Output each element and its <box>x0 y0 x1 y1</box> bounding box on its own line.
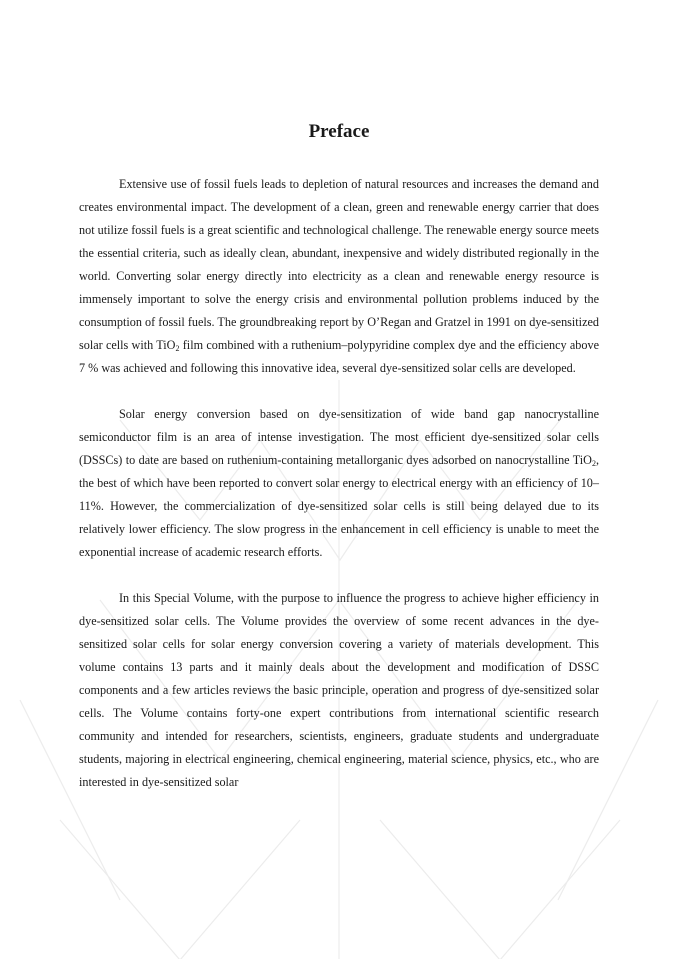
paragraph-2-text-a: Solar energy conversion based on dye-sensitization of wide band gap nanocrystalline semiconductor film is an area of intense investigation. The most efficient dye-sensitized solar cells (DSSCs) to date are based on ruthenium-containing metallorganic dyes adsorbed on nanocrystalline TiO <box>79 407 599 467</box>
paragraph-1-text-a: Extensive use of fossil fuels leads to depletion of natural resources and increases the demand and creates environmental impact. The development of a clean, green and renewable energy carrier that does not utilize fossil fuels is a great scientific and technological challenge. The renewable energy source meets the essential criteria, such as ideally clean, abundant, inexpensive and widely distributed regionally in the world. Converting solar energy directly into electricity as a clean and renewable energy resource is immensely important to solve the energy crisis and environmental pollution problems induced by the consumption of fossil fuels. The groundbreaking report by O’Regan and Gratzel in 1991 on dye-sensitized solar cells with TiO <box>79 177 599 352</box>
page-title: Preface <box>308 121 370 142</box>
paragraph-1-text-b: film combined with a ruthenium–polypyridine complex dye and the efficiency above 7 % was achieved and following this innovative idea, several dye-sensitized solar cells are developed. <box>79 338 599 375</box>
paragraph-3 <box>79 587 599 794</box>
paragraph-2-text-b: , the best of which have been reported to convert solar energy to electrical energy with an efficiency of 10–11%. However, the commercialization of dye-sensitized solar cells is still being delayed due to its relatively lower efficiency. The slow progress in the enhancement in cell efficiency is unable to meet the exponential increase of academic research efforts. <box>79 453 599 559</box>
paragraph-2 <box>79 403 599 564</box>
paragraph-3-text: In this Special Volume, with the purpose to influence the progress to achieve higher efficiency in dye-sensitized solar cells. The Volume provides the overview of some recent advances in the dye-sensitized solar cells for solar energy conversion covering a variety of materials development. This volume contains 13 parts and it mainly deals about the development and modification of DSSC components and a few articles reviews the basic principle, operation and progress of dye-sensitized solar cells. The Volume contains forty-one expert contributions from international scientific research community and intended for researchers, scientists, engineers, graduate students and undergraduate students, majoring in electrical engineering, chemical engineering, material science, physics, etc., who are interested in dye-sensitized solar <box>79 591 599 789</box>
subscript-2: 2 <box>591 459 596 468</box>
paragraph-1 <box>79 173 599 380</box>
subscript-2: 2 <box>175 344 180 353</box>
document-page <box>79 118 599 817</box>
